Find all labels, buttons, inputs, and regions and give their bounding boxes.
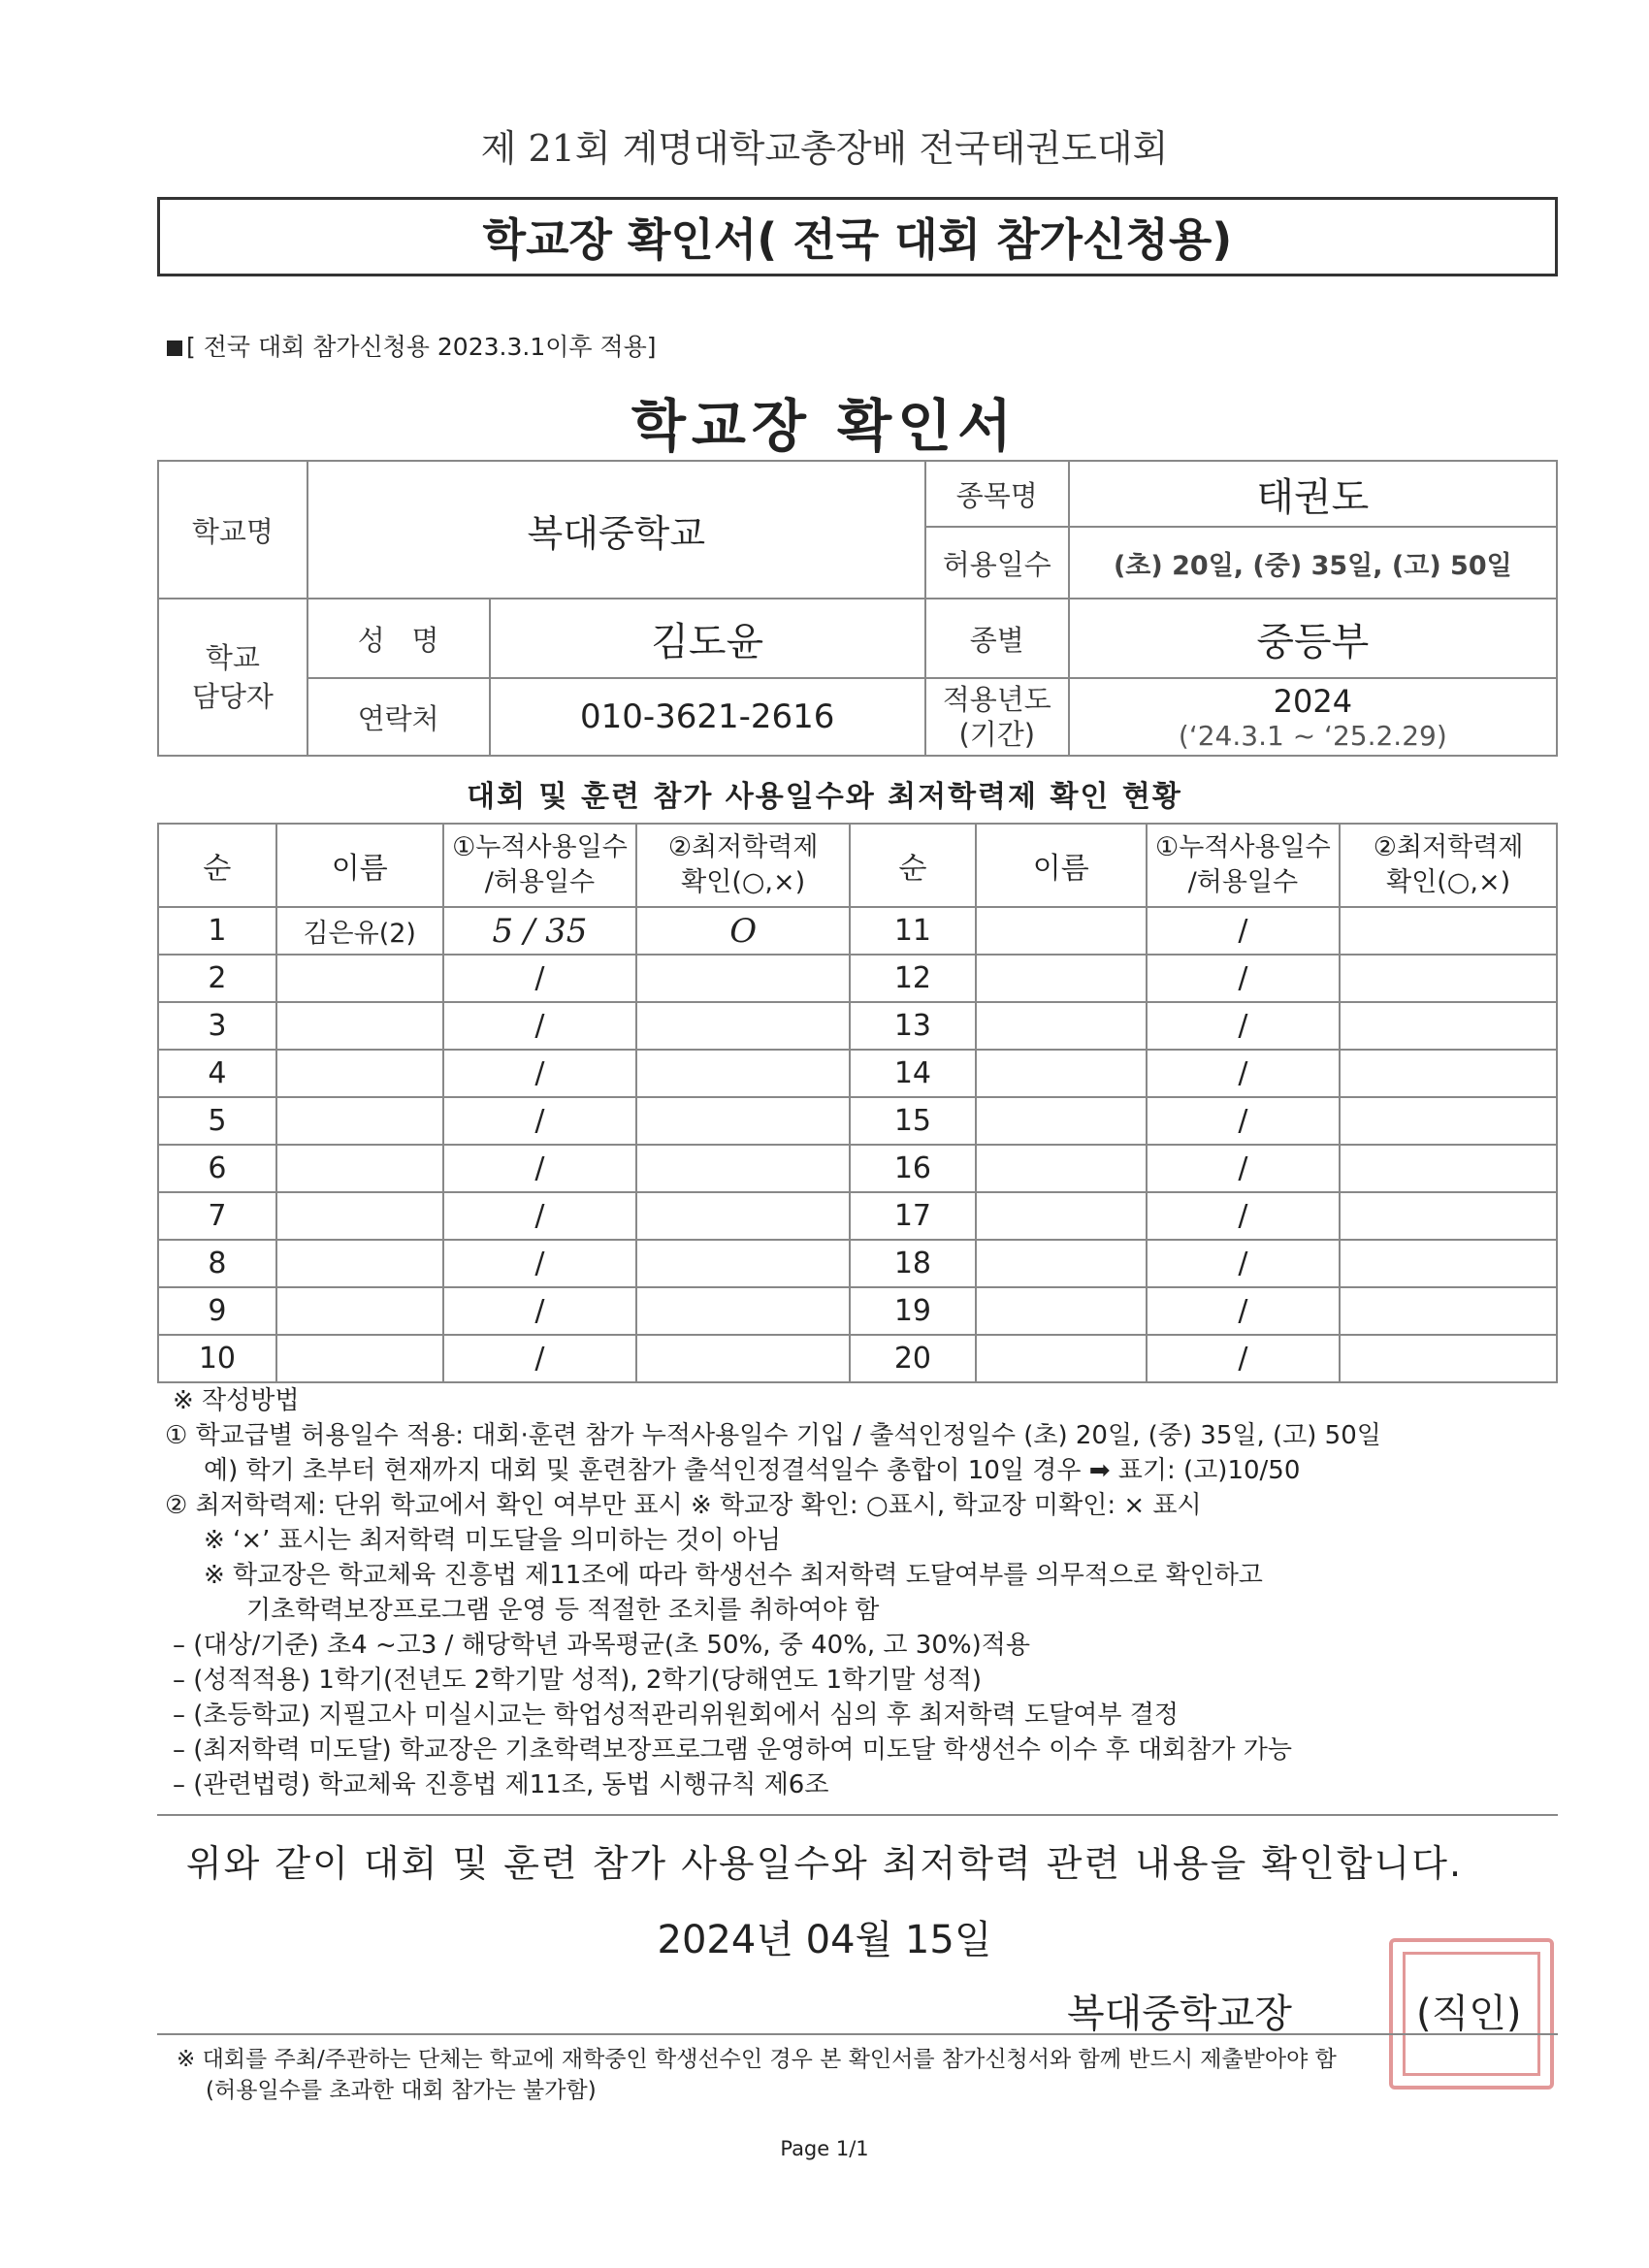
used-days: / bbox=[443, 1050, 637, 1097]
student-name bbox=[976, 1145, 1147, 1192]
min-academic-check bbox=[636, 1240, 850, 1287]
form-title-box bbox=[157, 197, 1558, 276]
student-name bbox=[976, 907, 1147, 955]
min-academic-check bbox=[1340, 1002, 1557, 1050]
allowed-value: (초) 20일, (중) 35일, (고) 50일 bbox=[1069, 527, 1557, 599]
roster-row bbox=[158, 1240, 1557, 1287]
school-value: 복대중학교 bbox=[307, 461, 925, 599]
roster-row bbox=[158, 1050, 1557, 1097]
row-number: 7 bbox=[158, 1192, 276, 1240]
student-name bbox=[976, 1097, 1147, 1145]
roster-row bbox=[158, 1287, 1557, 1335]
main-title: 학교장 확인서 bbox=[630, 393, 1018, 459]
col-name-left: 이름 bbox=[276, 824, 443, 907]
divider bbox=[157, 2033, 1558, 2035]
min-academic-check bbox=[636, 1192, 850, 1240]
instruction-line: – (성적적용) 1학기(전년도 2학기말 성적), 2학기(당해연도 1학기말 성적) bbox=[173, 1666, 983, 1695]
student-name bbox=[276, 955, 443, 1002]
info-table bbox=[157, 460, 1558, 757]
square-bullet-icon bbox=[167, 340, 182, 356]
row-number: 17 bbox=[850, 1192, 976, 1240]
confirmation-statement: 위와 같이 대회 및 훈련 참가 사용일수와 최저학력 관련 내용을 확인합니다. bbox=[185, 1842, 1464, 1885]
notice-line bbox=[167, 328, 657, 363]
roster-row bbox=[158, 907, 1557, 955]
row-number: 2 bbox=[158, 955, 276, 1002]
roster-table bbox=[157, 823, 1558, 1383]
student-name bbox=[976, 955, 1147, 1002]
student-name bbox=[976, 1335, 1147, 1382]
instructions-heading: ※ 작성방법 bbox=[173, 1386, 300, 1415]
used-days: / bbox=[443, 1002, 637, 1050]
used-days: / bbox=[1147, 1192, 1341, 1240]
used-days: / bbox=[443, 1097, 637, 1145]
notice-text: [ 전국 대회 참가신청용 2023.3.1이후 적용] bbox=[186, 333, 657, 361]
col-min-left: ②최저학력제 확인(○,×) bbox=[636, 824, 850, 907]
min-academic-check bbox=[1340, 1192, 1557, 1240]
year-period: (‘24.3.1 ~ ‘25.2.29) bbox=[1178, 719, 1447, 752]
row-number: 11 bbox=[850, 907, 976, 955]
contact-label: 연락처 bbox=[307, 678, 490, 756]
used-days: / bbox=[443, 1192, 637, 1240]
roster-row bbox=[158, 1192, 1557, 1240]
roster-row bbox=[158, 955, 1557, 1002]
col-name-right: 이름 bbox=[976, 824, 1147, 907]
student-name bbox=[276, 1097, 443, 1145]
year-cell bbox=[1069, 678, 1557, 756]
used-days: 5 / 35 bbox=[443, 907, 637, 955]
used-days: / bbox=[1147, 1287, 1341, 1335]
status-title: 대회 및 훈련 참가 사용일수와 최저학력제 확인 현황 bbox=[467, 780, 1182, 814]
instructions bbox=[165, 1383, 1562, 1802]
instruction-line: 예) 학기 초부터 현재까지 대회 및 훈련참가 출석인정결석일수 총합이 10일 경우 ➡ 표기: (고)10/50 bbox=[204, 1456, 1301, 1485]
student-name bbox=[976, 1192, 1147, 1240]
page-number: Page 1/1 bbox=[780, 2137, 869, 2160]
name-label: 성 명 bbox=[307, 599, 490, 678]
row-number: 9 bbox=[158, 1287, 276, 1335]
division-value: 중등부 bbox=[1069, 599, 1557, 678]
student-name: 김은유(2) bbox=[276, 907, 443, 955]
min-academic-check bbox=[636, 1145, 850, 1192]
row-number: 3 bbox=[158, 1002, 276, 1050]
allowed-label: 허용일수 bbox=[925, 527, 1069, 599]
row-number: 6 bbox=[158, 1145, 276, 1192]
min-academic-check bbox=[1340, 1240, 1557, 1287]
min-academic-check bbox=[636, 1335, 850, 1382]
used-days: / bbox=[1147, 1097, 1341, 1145]
row-number: 16 bbox=[850, 1145, 976, 1192]
contact-value: 010-3621-2616 bbox=[490, 678, 925, 756]
row-number: 15 bbox=[850, 1097, 976, 1145]
student-name bbox=[276, 1145, 443, 1192]
student-name bbox=[276, 1192, 443, 1240]
used-days: / bbox=[443, 1335, 637, 1382]
issue-date: 2024년 04월 15일 bbox=[657, 1918, 992, 1962]
row-number: 10 bbox=[158, 1335, 276, 1382]
min-academic-check bbox=[636, 1287, 850, 1335]
student-name bbox=[976, 1050, 1147, 1097]
col-no-left: 순 bbox=[158, 824, 276, 907]
footnote: ※ 대회를 주최/주관하는 단체는 학교에 재학중인 학생선수인 경우 본 확인서를 참가신청서와 함께 반드시 제출받아야 함 bbox=[177, 2047, 1337, 2072]
min-academic-check bbox=[1340, 1050, 1557, 1097]
student-name bbox=[276, 1335, 443, 1382]
used-days: / bbox=[1147, 955, 1341, 1002]
student-name bbox=[276, 1050, 443, 1097]
event-label: 종목명 bbox=[925, 461, 1069, 527]
min-academic-check: O bbox=[636, 907, 850, 955]
used-days: / bbox=[1147, 907, 1341, 955]
col-days-right: ①누적사용일수 /허용일수 bbox=[1147, 824, 1341, 907]
instruction-line: – (대상/기준) 초4 ~고3 / 해당학년 과목평균(초 50%, 중 40%, 고 30%)적용 bbox=[173, 1631, 1030, 1660]
col-min-right: ②최저학력제 확인(○,×) bbox=[1340, 824, 1557, 907]
form-title: 학교장 확인서( 전국 대회 참가신청용) bbox=[482, 213, 1233, 266]
roster-row bbox=[158, 1145, 1557, 1192]
min-academic-check bbox=[636, 1097, 850, 1145]
min-academic-check bbox=[1340, 1335, 1557, 1382]
col-no-right: 순 bbox=[850, 824, 976, 907]
row-number: 13 bbox=[850, 1002, 976, 1050]
instruction-line: ※ ‘×’ 표시는 최저학력 미도달을 의미하는 것이 아님 bbox=[204, 1526, 782, 1555]
used-days: / bbox=[443, 955, 637, 1002]
seal-label: (직인) bbox=[1416, 1992, 1522, 2036]
roster-row bbox=[158, 1097, 1557, 1145]
used-days: / bbox=[443, 1287, 637, 1335]
name-value: 김도윤 bbox=[490, 599, 925, 678]
student-name bbox=[976, 1240, 1147, 1287]
used-days: / bbox=[443, 1240, 637, 1287]
student-name bbox=[976, 1002, 1147, 1050]
instruction-line: ② 최저학력제: 단위 학교에서 확인 여부만 표시 ※ 학교장 확인: ○표시, 학교장 미확인: × 표시 bbox=[165, 1491, 1202, 1520]
school-label: 학교명 bbox=[158, 461, 307, 599]
col-days-left: ①누적사용일수 /허용일수 bbox=[443, 824, 637, 907]
instruction-line: 기초학력보장프로그램 운영 등 적절한 조치를 취하여야 함 bbox=[246, 1596, 880, 1625]
year-label: 적용년도 (기간) bbox=[925, 678, 1069, 756]
instruction-line: ① 학교급별 허용일수 적용: 대회·훈련 참가 누적사용일수 기입 / 출석인정일수 (초) 20일, (중) 35일, (고) 50일 bbox=[165, 1421, 1381, 1450]
instruction-line: ※ 학교장은 학교체육 진흥법 제11조에 따라 학생선수 최저학력 도달여부를 의무적으로 확인하고 bbox=[204, 1561, 1263, 1590]
competition-title: 제 21회 계명대학교총장배 전국태권도대회 bbox=[480, 127, 1169, 170]
min-academic-check bbox=[1340, 955, 1557, 1002]
min-academic-check bbox=[636, 1002, 850, 1050]
student-name bbox=[276, 1240, 443, 1287]
student-name bbox=[976, 1287, 1147, 1335]
roster-body bbox=[158, 907, 1557, 1382]
used-days: / bbox=[1147, 1050, 1341, 1097]
manager-label: 학교 담당자 bbox=[158, 599, 307, 756]
row-number: 14 bbox=[850, 1050, 976, 1097]
row-number: 4 bbox=[158, 1050, 276, 1097]
min-academic-check bbox=[1340, 1287, 1557, 1335]
row-number: 5 bbox=[158, 1097, 276, 1145]
principal-title: 복대중학교장 bbox=[1067, 1992, 1292, 2036]
min-academic-check bbox=[1340, 907, 1557, 955]
instruction-line: – (최저학력 미도달) 학교장은 기초학력보장프로그램 운영하여 미도달 학생선수 이수 후 대회참가 가능 bbox=[173, 1735, 1292, 1765]
min-academic-check bbox=[1340, 1145, 1557, 1192]
used-days: / bbox=[1147, 1240, 1341, 1287]
roster-row bbox=[158, 1335, 1557, 1382]
event-value: 태권도 bbox=[1069, 461, 1557, 527]
used-days: / bbox=[1147, 1002, 1341, 1050]
row-number: 18 bbox=[850, 1240, 976, 1287]
instruction-line: – (관련법령) 학교체육 진흥법 제11조, 동법 시행규칙 제6조 bbox=[173, 1770, 829, 1799]
division-label: 종별 bbox=[925, 599, 1069, 678]
student-name bbox=[276, 1287, 443, 1335]
used-days: / bbox=[443, 1145, 637, 1192]
year-value: 2024 bbox=[1273, 682, 1353, 720]
row-number: 12 bbox=[850, 955, 976, 1002]
min-academic-check bbox=[636, 1050, 850, 1097]
row-number: 1 bbox=[158, 907, 276, 955]
row-number: 8 bbox=[158, 1240, 276, 1287]
instruction-line: – (초등학교) 지필고사 미실시교는 학업성적관리위원회에서 심의 후 최저학력 도달여부 결정 bbox=[173, 1701, 1179, 1730]
used-days: / bbox=[1147, 1145, 1341, 1192]
divider bbox=[157, 1814, 1558, 1816]
roster-header bbox=[158, 824, 1557, 907]
roster-row bbox=[158, 1002, 1557, 1050]
used-days: / bbox=[1147, 1335, 1341, 1382]
min-academic-check bbox=[1340, 1097, 1557, 1145]
row-number: 19 bbox=[850, 1287, 976, 1335]
student-name bbox=[276, 1002, 443, 1050]
footnote-sub: (허용일수를 초과한 대회 참가는 불가함) bbox=[206, 2078, 597, 2103]
min-academic-check bbox=[636, 955, 850, 1002]
row-number: 20 bbox=[850, 1335, 976, 1382]
